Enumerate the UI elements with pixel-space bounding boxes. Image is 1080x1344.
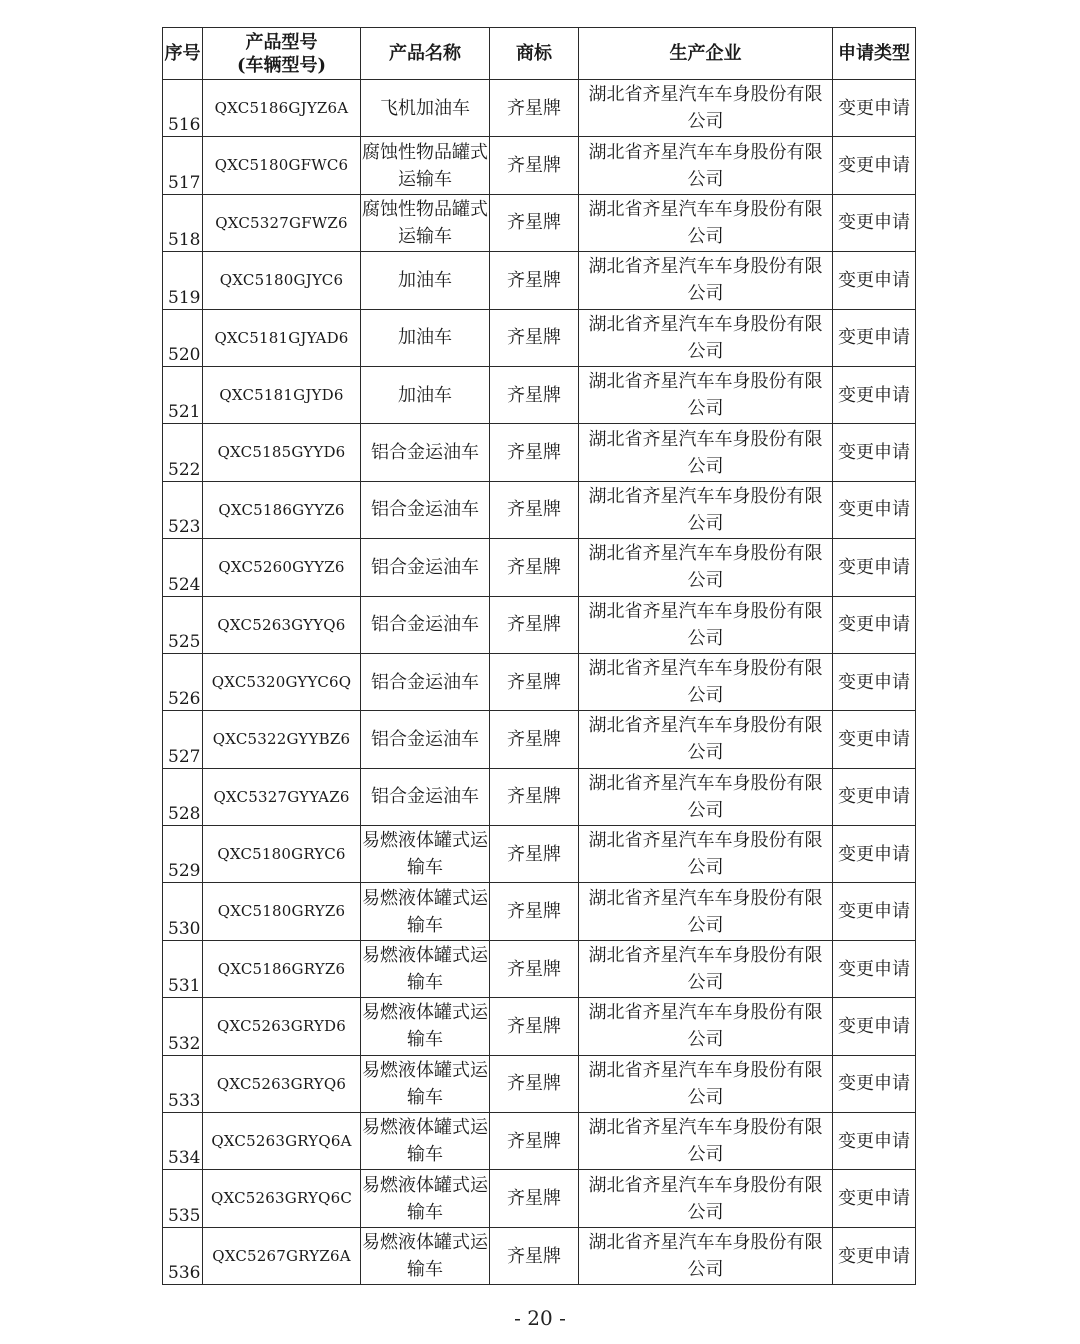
product-table <box>162 27 916 1285</box>
row-model: QXC5327GYYAZ6 <box>203 768 361 825</box>
header-seq: 序号 <box>163 28 203 80</box>
row-model: QXC5180GFWC6 <box>203 137 361 194</box>
row-company: 湖北省齐星汽车车身股份有限公司 <box>579 1055 833 1112</box>
row-company: 湖北省齐星汽车车身股份有限公司 <box>579 80 833 137</box>
row-product-name: 腐蚀性物品罐式运输车 <box>361 194 490 251</box>
header-company: 生产企业 <box>579 28 833 80</box>
row-product-name: 加油车 <box>361 366 490 423</box>
row-application-type: 变更申请 <box>833 1170 916 1227</box>
row-brand: 齐星牌 <box>490 309 579 366</box>
row-model: QXC5267GRYZ6A <box>203 1227 361 1284</box>
page-number: - 20 - <box>514 1306 566 1330</box>
table-body <box>163 80 916 1285</box>
row-seq: 517 <box>163 137 203 194</box>
row-product-name: 易燃液体罐式运输车 <box>361 883 490 940</box>
row-model: QXC5180GJYC6 <box>203 252 361 309</box>
row-company: 湖北省齐星汽车车身股份有限公司 <box>579 1227 833 1284</box>
row-product-name: 铝合金运油车 <box>361 711 490 768</box>
row-product-name: 铝合金运油车 <box>361 424 490 481</box>
table-row <box>163 1170 916 1227</box>
row-application-type: 变更申请 <box>833 194 916 251</box>
row-brand: 齐星牌 <box>490 366 579 423</box>
row-company: 湖北省齐星汽车车身股份有限公司 <box>579 481 833 538</box>
row-application-type: 变更申请 <box>833 1113 916 1170</box>
row-application-type: 变更申请 <box>833 481 916 538</box>
header-name: 产品名称 <box>361 28 490 80</box>
row-model: QXC5181GJYAD6 <box>203 309 361 366</box>
row-company: 湖北省齐星汽车车身股份有限公司 <box>579 998 833 1055</box>
row-company: 湖北省齐星汽车车身股份有限公司 <box>579 252 833 309</box>
row-seq: 528 <box>163 768 203 825</box>
row-application-type: 变更申请 <box>833 1227 916 1284</box>
row-application-type: 变更申请 <box>833 883 916 940</box>
row-application-type: 变更申请 <box>833 539 916 596</box>
table-row <box>163 424 916 481</box>
row-brand: 齐星牌 <box>490 883 579 940</box>
row-model: QXC5327GFWZ6 <box>203 194 361 251</box>
row-seq: 525 <box>163 596 203 653</box>
row-product-name: 易燃液体罐式运输车 <box>361 940 490 997</box>
row-application-type: 变更申请 <box>833 252 916 309</box>
table-row <box>163 539 916 596</box>
row-product-name: 腐蚀性物品罐式运输车 <box>361 137 490 194</box>
row-brand: 齐星牌 <box>490 653 579 710</box>
row-seq: 527 <box>163 711 203 768</box>
row-product-name: 加油车 <box>361 309 490 366</box>
row-seq: 518 <box>163 194 203 251</box>
row-application-type: 变更申请 <box>833 768 916 825</box>
header-model <box>203 28 361 80</box>
row-seq: 536 <box>163 1227 203 1284</box>
row-model: QXC5185GYYD6 <box>203 424 361 481</box>
row-product-name: 铝合金运油车 <box>361 539 490 596</box>
row-application-type: 变更申请 <box>833 998 916 1055</box>
row-product-name: 易燃液体罐式运输车 <box>361 826 490 883</box>
row-model: QXC5263GRYQ6 <box>203 1055 361 1112</box>
row-brand: 齐星牌 <box>490 711 579 768</box>
row-application-type: 变更申请 <box>833 1055 916 1112</box>
row-company: 湖北省齐星汽车车身股份有限公司 <box>579 826 833 883</box>
row-company: 湖北省齐星汽车车身股份有限公司 <box>579 424 833 481</box>
row-model: QXC5260GYYZ6 <box>203 539 361 596</box>
row-company: 湖北省齐星汽车车身股份有限公司 <box>579 596 833 653</box>
row-seq: 520 <box>163 309 203 366</box>
row-seq: 521 <box>163 366 203 423</box>
table-row <box>163 768 916 825</box>
row-application-type: 变更申请 <box>833 653 916 710</box>
row-company: 湖北省齐星汽车车身股份有限公司 <box>579 1170 833 1227</box>
row-product-name: 加油车 <box>361 252 490 309</box>
row-model: QXC5322GYYBZ6 <box>203 711 361 768</box>
row-brand: 齐星牌 <box>490 137 579 194</box>
row-brand: 齐星牌 <box>490 539 579 596</box>
row-seq: 532 <box>163 998 203 1055</box>
table-row <box>163 309 916 366</box>
row-model: QXC5180GRYC6 <box>203 826 361 883</box>
header-model-line2: (车辆型号) <box>236 54 327 76</box>
row-company: 湖北省齐星汽车车身股份有限公司 <box>579 940 833 997</box>
table-row <box>163 80 916 137</box>
row-brand: 齐星牌 <box>490 826 579 883</box>
row-application-type: 变更申请 <box>833 424 916 481</box>
table-row <box>163 366 916 423</box>
row-seq: 524 <box>163 539 203 596</box>
row-model: QXC5263GYYQ6 <box>203 596 361 653</box>
table-row <box>163 998 916 1055</box>
table-row <box>163 481 916 538</box>
row-seq: 534 <box>163 1113 203 1170</box>
row-application-type: 变更申请 <box>833 309 916 366</box>
row-seq: 516 <box>163 80 203 137</box>
row-seq: 523 <box>163 481 203 538</box>
row-product-name: 铝合金运油车 <box>361 653 490 710</box>
row-company: 湖北省齐星汽车车身股份有限公司 <box>579 1113 833 1170</box>
row-company: 湖北省齐星汽车车身股份有限公司 <box>579 309 833 366</box>
row-seq: 519 <box>163 252 203 309</box>
row-product-name: 铝合金运油车 <box>361 596 490 653</box>
row-product-name: 飞机加油车 <box>361 80 490 137</box>
row-brand: 齐星牌 <box>490 194 579 251</box>
table-row <box>163 826 916 883</box>
row-seq: 529 <box>163 826 203 883</box>
row-seq: 535 <box>163 1170 203 1227</box>
table-row <box>163 883 916 940</box>
table-row <box>163 1055 916 1112</box>
row-model: QXC5186GJYZ6A <box>203 80 361 137</box>
row-company: 湖北省齐星汽车车身股份有限公司 <box>579 711 833 768</box>
row-application-type: 变更申请 <box>833 711 916 768</box>
row-brand: 齐星牌 <box>490 998 579 1055</box>
row-product-name: 易燃液体罐式运输车 <box>361 1113 490 1170</box>
row-brand: 齐星牌 <box>490 80 579 137</box>
row-company: 湖北省齐星汽车车身股份有限公司 <box>579 194 833 251</box>
row-product-name: 铝合金运油车 <box>361 768 490 825</box>
row-company: 湖北省齐星汽车车身股份有限公司 <box>579 137 833 194</box>
table-row <box>163 252 916 309</box>
row-seq: 522 <box>163 424 203 481</box>
row-seq: 530 <box>163 883 203 940</box>
row-brand: 齐星牌 <box>490 940 579 997</box>
row-brand: 齐星牌 <box>490 424 579 481</box>
row-model: QXC5186GRYZ6 <box>203 940 361 997</box>
row-company: 湖北省齐星汽车车身股份有限公司 <box>579 653 833 710</box>
table-row <box>163 194 916 251</box>
table-row <box>163 653 916 710</box>
table-row <box>163 711 916 768</box>
row-model: QXC5263GRYQ6C <box>203 1170 361 1227</box>
row-brand: 齐星牌 <box>490 1113 579 1170</box>
row-company: 湖北省齐星汽车车身股份有限公司 <box>579 883 833 940</box>
row-brand: 齐星牌 <box>490 481 579 538</box>
row-model: QXC5320GYYC6Q <box>203 653 361 710</box>
row-application-type: 变更申请 <box>833 137 916 194</box>
row-product-name: 易燃液体罐式运输车 <box>361 1227 490 1284</box>
row-application-type: 变更申请 <box>833 826 916 883</box>
row-product-name: 铝合金运油车 <box>361 481 490 538</box>
row-application-type: 变更申请 <box>833 366 916 423</box>
row-seq: 533 <box>163 1055 203 1112</box>
row-company: 湖北省齐星汽车车身股份有限公司 <box>579 768 833 825</box>
row-company: 湖北省齐星汽车车身股份有限公司 <box>579 539 833 596</box>
row-brand: 齐星牌 <box>490 768 579 825</box>
table-row <box>163 596 916 653</box>
row-seq: 526 <box>163 653 203 710</box>
row-brand: 齐星牌 <box>490 1055 579 1112</box>
table-row <box>163 137 916 194</box>
row-model: QXC5186GYYZ6 <box>203 481 361 538</box>
row-product-name: 易燃液体罐式运输车 <box>361 998 490 1055</box>
row-brand: 齐星牌 <box>490 1227 579 1284</box>
table-row <box>163 1227 916 1284</box>
row-product-name: 易燃液体罐式运输车 <box>361 1170 490 1227</box>
row-brand: 齐星牌 <box>490 596 579 653</box>
row-model: QXC5181GJYD6 <box>203 366 361 423</box>
row-model: QXC5263GRYQ6A <box>203 1113 361 1170</box>
table-row <box>163 1113 916 1170</box>
row-brand: 齐星牌 <box>490 252 579 309</box>
table-row <box>163 940 916 997</box>
row-model: QXC5180GRYZ6 <box>203 883 361 940</box>
row-model: QXC5263GRYD6 <box>203 998 361 1055</box>
row-application-type: 变更申请 <box>833 80 916 137</box>
table-header-row <box>163 28 916 80</box>
row-application-type: 变更申请 <box>833 940 916 997</box>
header-brand: 商标 <box>490 28 579 80</box>
row-seq: 531 <box>163 940 203 997</box>
header-type: 申请类型 <box>833 28 916 80</box>
row-application-type: 变更申请 <box>833 596 916 653</box>
row-brand: 齐星牌 <box>490 1170 579 1227</box>
row-product-name: 易燃液体罐式运输车 <box>361 1055 490 1112</box>
row-company: 湖北省齐星汽车车身股份有限公司 <box>579 366 833 423</box>
header-model-line1: 产品型号 <box>245 31 318 53</box>
